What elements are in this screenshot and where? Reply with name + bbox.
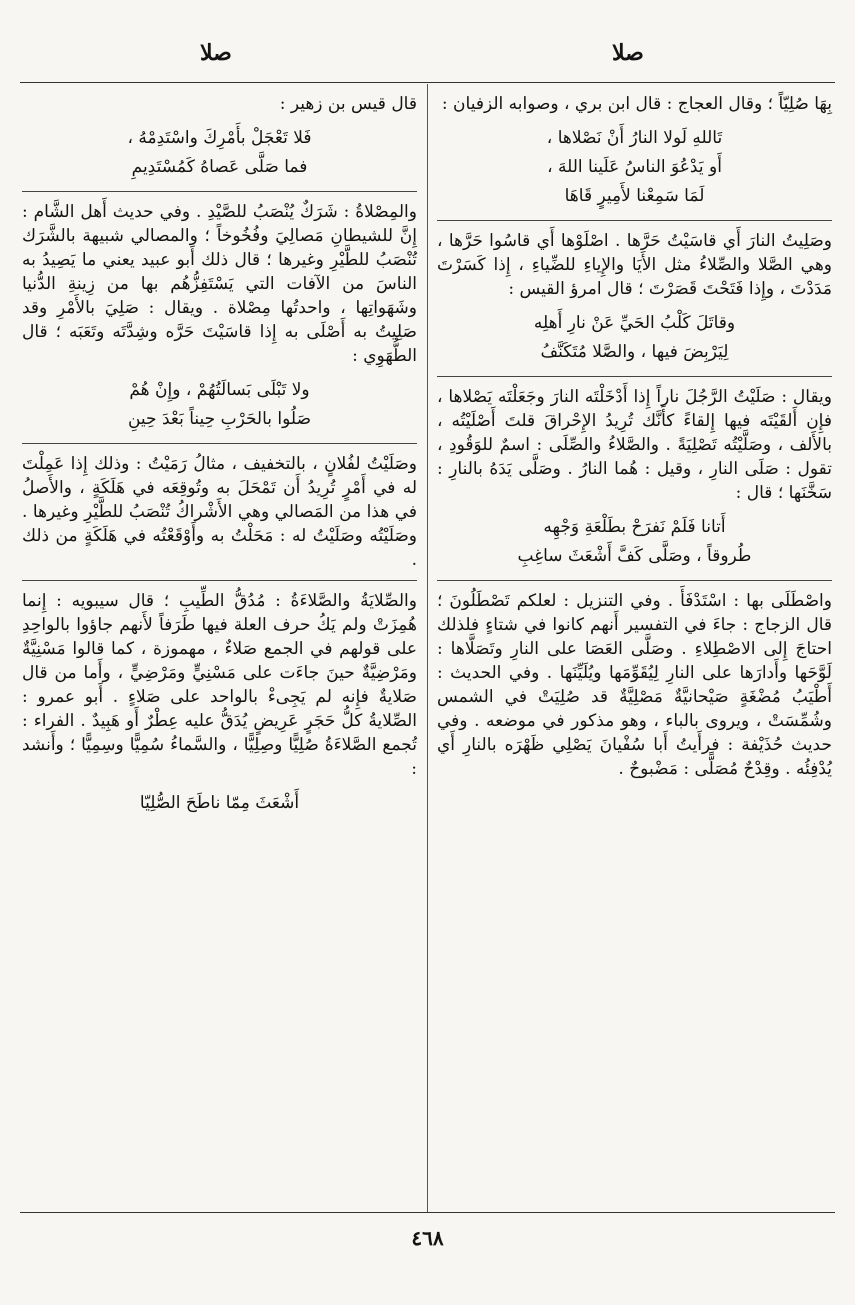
verse-line: أَو يَدْعُوَ الناسُ عَلَينا اللهَ ، (547, 157, 722, 177)
verse-line: لِيَرْبِضَ فيها ، والصَّلا مُتَكَنَّفُ (540, 342, 729, 362)
paragraph: وصَلِيتُ النارَ أَي قاسَيْتُ حَرَّها . اصْلَوْها أَي قاسُوا حَرَّها ، وهي الصَّلا والصِّلاءُ مثل الأَيَا والإِياءِ للضِّياءِ ، إِذا كَسَرْتَ مَدَدْتَ ، وإِذا فَتَحْتَ قَصَرْتَ ؛ قال امرؤ القيس : (437, 231, 832, 299)
section-separator (437, 580, 832, 581)
section-separator (437, 220, 832, 221)
paragraph: والصِّلايَةُ والصَّلاءَةُ : مُدُقُّ الطِّيبِ ؛ قال سيبويه : إِنما هُمِزَتْ ولم يَكُ حرف العلة فيها طَرَفاً لأَنهم جاؤوا بالواحِدِ على قولهم في الجمع صَلاءٌ ، مهموزة ، كما قالوا مَسْنِيَّةٌ ومَرْضِيَّةٌ حينَ جاءَت على مَسْنِيٍّ ومَرْضِيٍّ ، وأَما من قال صَلايةٌ فإِنه لم يَجِىءْ بالواحد على صَلاءٍ . أَبو عمرو : الصِّلايةُ كلُّ حَجَرٍ عَرِيضٍ يُدَقُّ عليه عِطْرٌ أَو هَبِيدٌ . الفراء : تُجمع الصَّلاءَةُ صُلِيًّا وصِلِيًّا ، والسَّماءُ سُمِيًّا وسِمِيًّا ؛ وأَنشد : (22, 591, 417, 779)
paragraph: بِهَا صُلِيّاً ؛ وقال العجاج : قال ابن بري ، وصوابه الزفيان : (441, 94, 832, 114)
verse-block (437, 126, 832, 208)
top-rule (20, 82, 835, 83)
running-header-left: صلا (200, 40, 232, 66)
verse-block (22, 791, 417, 815)
verse-line: فَلا تَعْجَلْ بأَمْرِكَ واسْتَدِمْهُ ، (127, 128, 312, 148)
right-column (437, 92, 832, 787)
section-separator (22, 443, 417, 444)
section-separator (22, 191, 417, 192)
verse-line: صَلُوا بالحَرْبِ حِيناً بَعْدَ حِينِ (127, 409, 311, 429)
bottom-rule (20, 1212, 835, 1213)
left-column (22, 92, 417, 827)
verse-line: لَمَا سَمِعْنا لأَمِيرٍ قَاهَا (564, 186, 705, 206)
paragraph: والمِصْلاةُ : شَرَكٌ يُنْصَبُ للصَّيْدِ . وفي حديث أَهل الشَّام : إِنَّ للشيطانِ مَصالِيَ وفُخُوخاً ؛ والمصالي شبيهة بالشَّرَك تُنْصَبُ للطَّيْرِ وغيرها ؛ قال ذلك أَبو عبيد يعني ما يَصِيدُ به الناسَ من الآفات التي يَسْتَفِزُّهُم بها من زِينةِ الدُّنيا وشَهَواتِها ، واحدتُها مِصْلاة . ويقال : صَلِيَ بالأَمْرِ وقد صَلِيتُ به أَصْلَى به إِذا قاسَيْتَ حَرَّه وشِدَّتَه وتَعَبَه ؛ قال الطُّهَوِي : (22, 202, 417, 366)
verse-block (437, 515, 832, 568)
paragraph: قال قيس بن زهير : (279, 94, 417, 114)
verse-line: ولا تَبْلَى بَسالَتُهُمْ ، وإِنْ هُمْ (129, 380, 310, 400)
verse-line: وقاتَلَ كَلْبُ الحَيِّ عَنْ نارِ أَهلِه (533, 313, 736, 333)
column-divider (427, 84, 428, 1212)
verse-block (22, 378, 417, 431)
verse-line: أَتانا فَلَمْ نَفرَحْ بطَلْعَةِ وَجْهِه (543, 517, 726, 537)
verse-line: فما صَلَّى عَصاهُ كَمُسْتَدِيمِ (131, 157, 308, 177)
verse-line: تَاللهِ لَولا النارُ أَنْ نَصْلاها ، (546, 128, 723, 148)
paragraph: وصَلَيْتُ لفُلانٍ ، بالتخفيف ، مثالُ رَمَيْتُ : وذلك إِذا عَمِلْتَ له في أَمْرٍ تُرِيدُ أَن تَمْحَلَ به وتُوقِعَه في هَلَكَةٍ ، والأَصلُ في هذا من المَصالي وهي الأَشْراكُ تُنْصَبُ للطَّيْرِ وغيرها . وصَلَيْتُه وصَلَيْتُ له : مَحَلْتُ به وأَوْقَعْتُه في هَلَكَةٍ من ذلك . (22, 454, 417, 570)
section-separator (437, 376, 832, 377)
verse-block (437, 311, 832, 364)
paragraph: واصْطَلَى بها : اسْتَدْفَأَ . وفي التنزيل : لعلكم تَصْطَلُونَ ؛ قال الزجاج : جاءَ في التفسير أَنهم كانوا في شتاءٍ فلذلك احتاجَ إِلى الاصْطِلاءِ . وصَلَّى العَصَا على النارِ وتَصَلَّاها : لَوَّحَها وأَدارَها على النارِ لِيُقَوِّمَها ويُلَيِّنَها . وفي الحديث : أَطْيَبُ مُضْغَةٍ صَيْحانيَّةٌ مَصْلِيَّةٌ قد صُلِيَتْ في الشمس وشُمِّسَتْ ، ويروى بالباء ، وهو مذكور في موضعه . وفي حديث حُذَيْفة : فرأَيتُ أَبا سُفْيانَ يَصْلِي ظَهْرَه بالنارِ أَي يُدْفِئُه . وقِدْحٌ مُصَلًّى : مَضْبوحٌ . (437, 591, 832, 779)
page-number: ٤٦٨ (411, 1226, 444, 1250)
verse-line: طُروقاً ، وصَلَّى كَفَّ أَشْعَثَ ساغِبِ (517, 546, 752, 566)
paragraph: ويقال : صَلَيْتُ الرَّجُلَ ناراً إِذا أَدْخَلْتَه النارَ وجَعَلْتَه يَصْلاها ، فإِن أَلقَيْتَه فيها إِلقاءً كأَنَّك تُرِيدُ الإِحْراقَ قلتَ أَصْلَيْتُه ، بالأَلف ، وصَلَّيْتُه تَصْلِيَةً . والصَّلاءُ والصِّلَى : اسمٌ للوَقُودِ ، تقول : صَلَى النارِ ، وقيل : هُما النارُ . وصَلَّى يَدَهُ بالنارِ : سَخَّنَها ؛ قال : (437, 387, 832, 503)
verse-line: أَشْعَثَ مِمّا ناطَحَ الصُّلِيّا (139, 793, 300, 813)
running-header-right: صلا (612, 40, 644, 66)
section-separator (22, 580, 417, 581)
verse-block (22, 126, 417, 179)
